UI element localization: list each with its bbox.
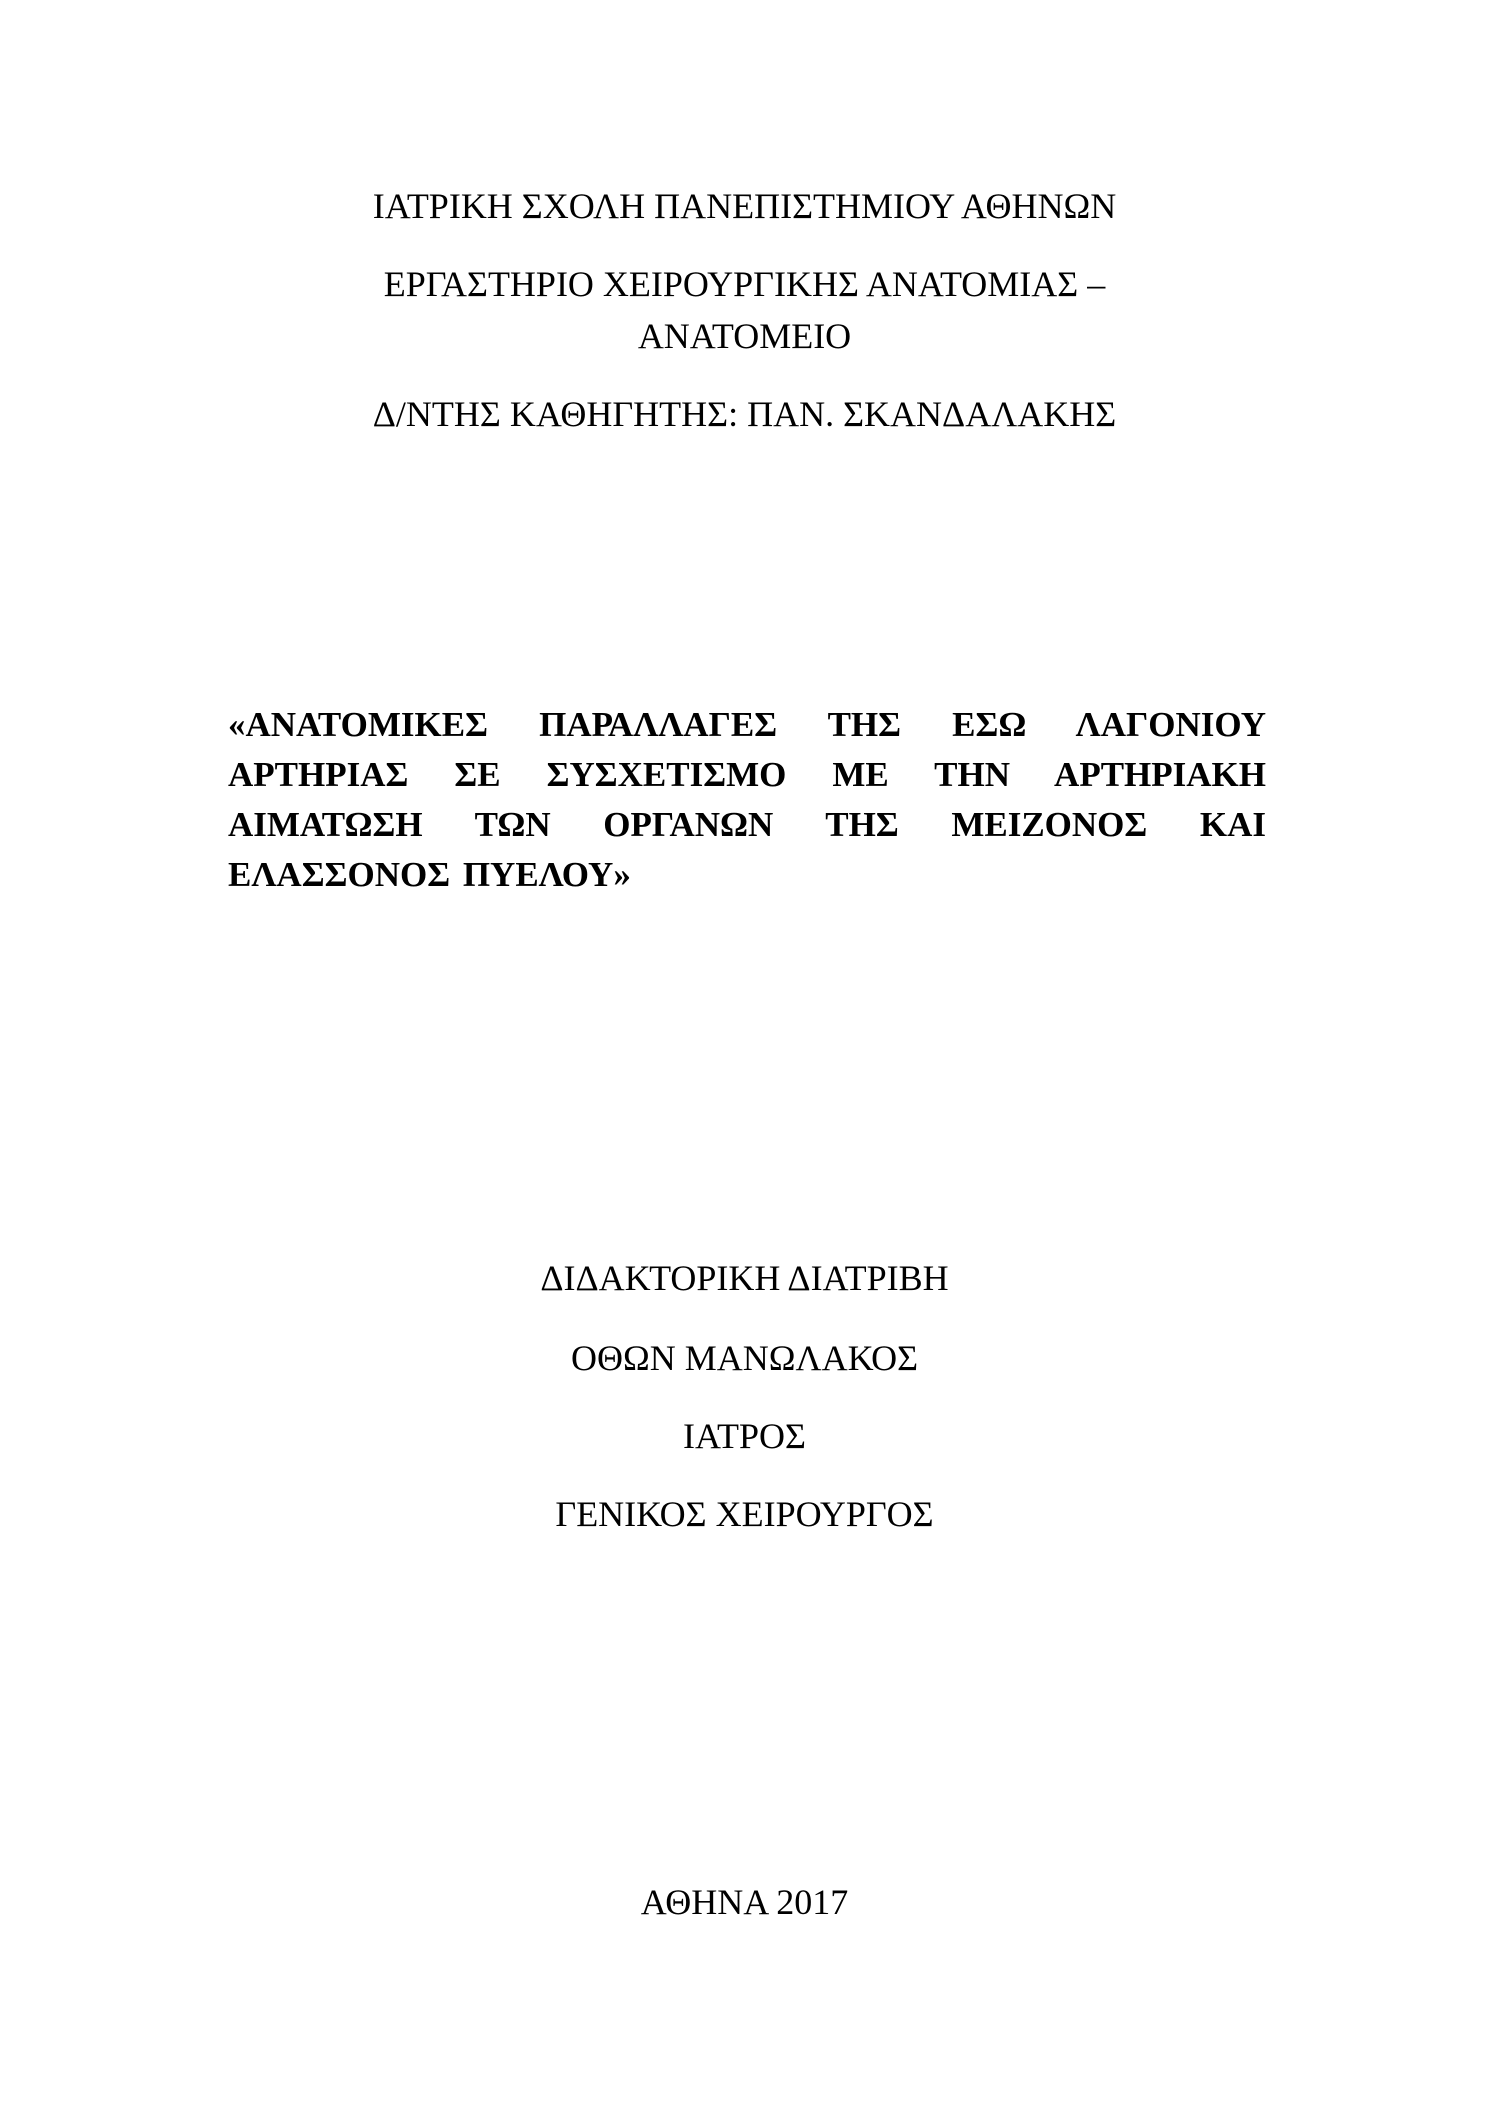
- author-name: ΟΘΩΝ ΜΑΝΩΛΑΚΟΣ: [570, 1338, 919, 1378]
- school-name: ΙΑΤΡΙΚΗ ΣΧΟΛΗ ΠΑΝΕΠΙΣΤΗΜΙΟΥ ΑΘΗΝΩΝ: [372, 186, 1117, 226]
- thesis-title: «ΑΝΑΤΟΜΙΚΕΣ ΠΑΡΑΛΛΑΓΕΣ ΤΗΣ ΕΣΩ ΛΑΓΟΝΙΟΥ ΑΡΤΗΡΙΑΣ ΣΕ ΣΥΣΧΕΤΙΣΜΟ ΜΕ ΤΗΝ ΑΡΤΗΡΙΑΚΗ ΑΙΜΑΤΩΣΗ ΤΩΝ ΟΡΓΑΝΩΝ ΤΗΣ ΜΕΙΖΟΝΟΣ ΚΑΙ ΕΛΑΣΣΟΝΟΣ ΠΥΕΛΟΥ»: [228, 705, 1266, 894]
- director-line: Δ/ΝΤΗΣ ΚΑΘΗΓΗΤΗΣ: ΠΑΝ. ΣΚΑΝΔΑΛΑΚΗΣ: [372, 394, 1117, 434]
- lab-name-line-1: ΕΡΓΑΣΤΗΡΙΟ ΧΕΙΡΟΥΡΓΙΚΗΣ ΑΝΑΤΟΜΙΑΣ –: [383, 264, 1106, 304]
- author-specialty: ΓΕΝΙΚΟΣ ΧΕΙΡΟΥΡΓΟΣ: [555, 1494, 934, 1534]
- document-type: ΔΙΔΑΚΤΟΡΙΚΗ ΔΙΑΤΡΙΒΗ: [540, 1258, 949, 1298]
- lab-name-line-2: ΑΝΑΤΟΜΕΙΟ: [637, 316, 852, 356]
- place-and-year: ΑΘΗΝΑ 2017: [640, 1882, 849, 1922]
- author-profession: ΙΑΤΡΟΣ: [683, 1416, 806, 1456]
